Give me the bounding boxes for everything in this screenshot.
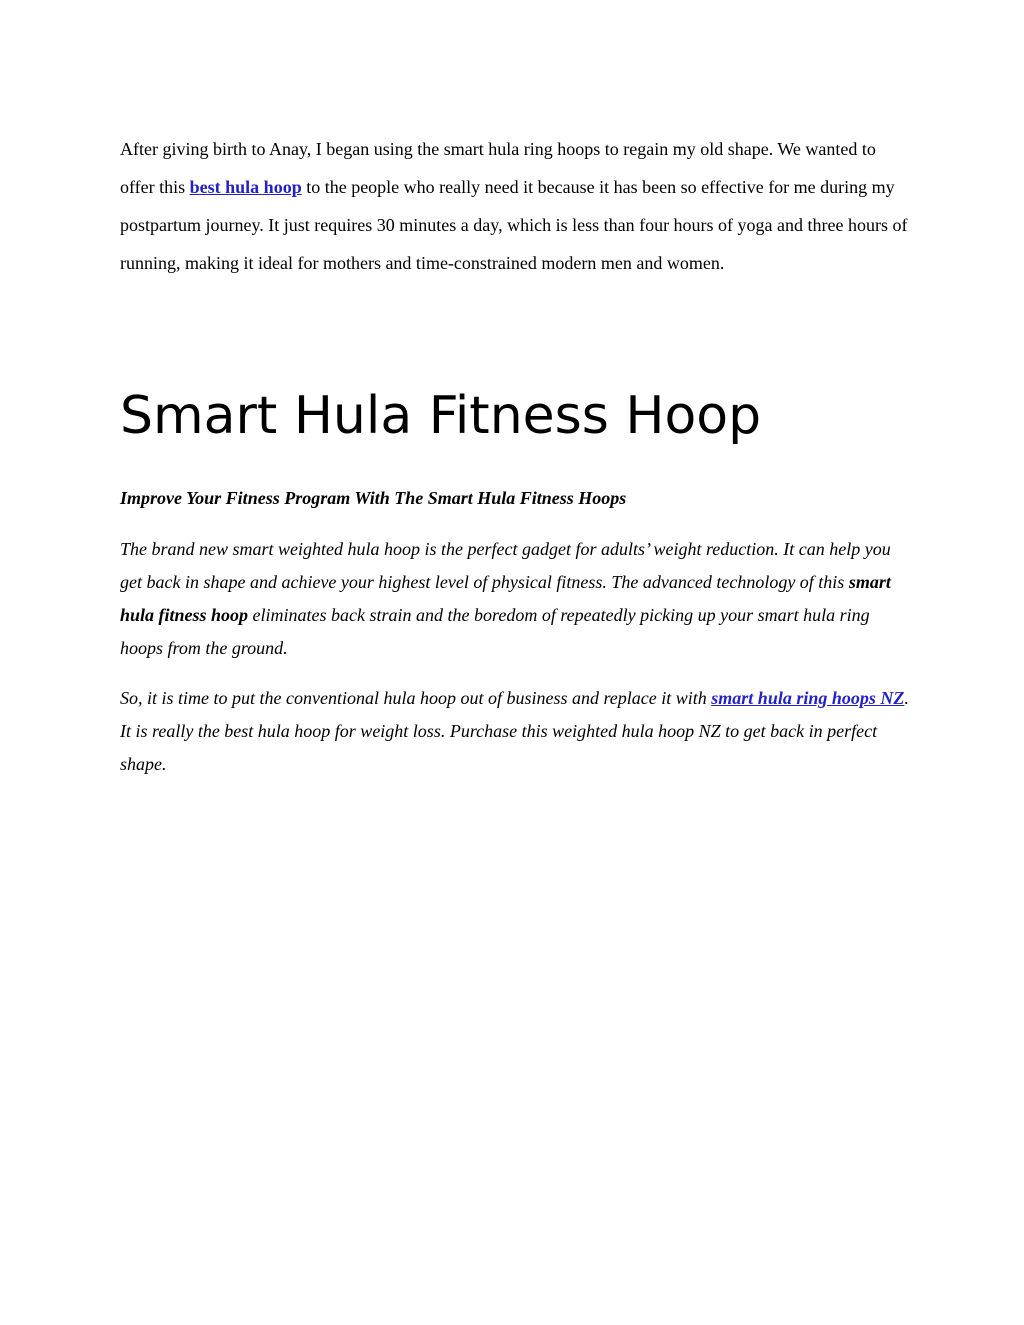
call-to-action-paragraph [120, 682, 910, 781]
intro-text-start: After giving birth to Anay, I began using the smart hula ring hoops to regain my old shape. We wanted to offer this [120, 139, 876, 197]
cta-text-end: . It is really the best hula hoop for weight loss. Purchase this weighted hula hoop NZ to get back in perfect shape. [120, 688, 909, 774]
description-text-start: The brand new smart weighted hula hoop is the perfect gadget for adults’ weight reduction. It can help you get back in shape and achieve your highest level of physical fitness. The advanced technology of this [120, 539, 891, 592]
best-hula-hoop-link[interactable]: best hula hoop [189, 177, 302, 197]
intro-text-end: to the people who really need it because it has been so effective for me during my postpartum journey. It just requires 30 minutes a day, which is less than four hours of yoga and three hours of running, making it ideal for mothers and time-constrained modern men and women. [120, 177, 908, 273]
section-heading: Smart Hula Fitness Hoop [120, 386, 762, 446]
product-description-paragraph [120, 533, 910, 665]
description-text-end: eliminates back strain and the boredom of repeatedly picking up your smart hula ring hoops from the ground. [120, 605, 870, 658]
section-subheading: Improve Your Fitness Program With The Smart Hula Fitness Hoops [120, 488, 627, 508]
smart-hula-fitness-hoop-phrase: smart hula fitness hoop [120, 572, 891, 625]
cta-text-start: So, it is time to put the conventional hula hoop out of business and replace it with [120, 688, 712, 708]
smart-hula-ring-hoops-nz-link[interactable]: smart hula ring hoops NZ [711, 688, 905, 708]
intro-paragraph [120, 130, 910, 282]
